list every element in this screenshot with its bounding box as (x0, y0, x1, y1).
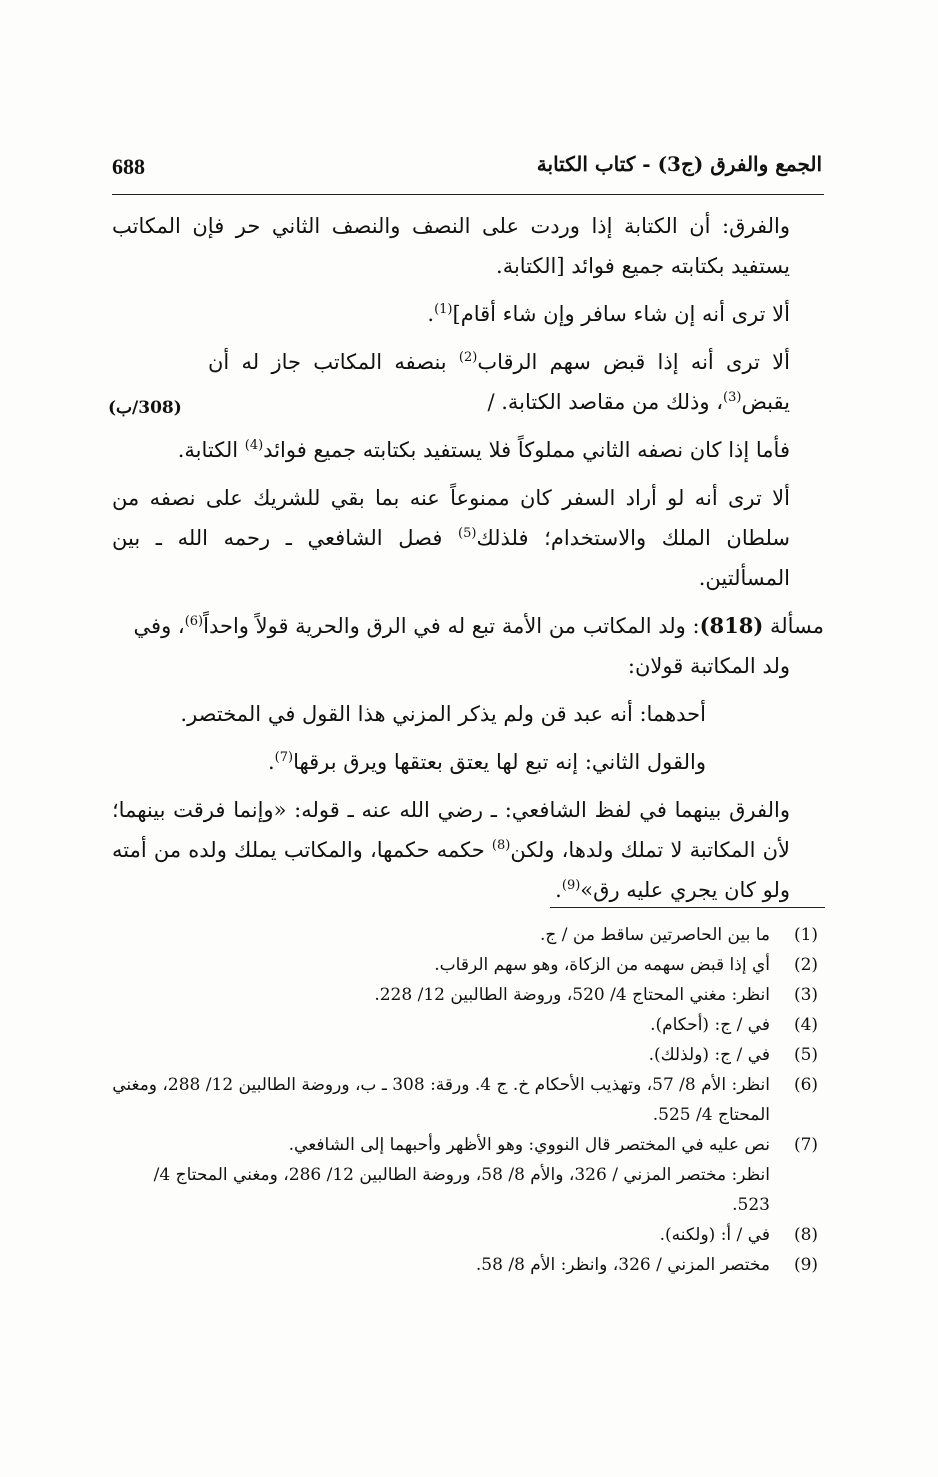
paragraph: والقول الثاني: إنه تبع لها يعتق بعتقها ويرق برقها$^{(7)}$. (267, 750, 706, 774)
folio-marker: (308/ب) (108, 398, 182, 418)
paragraph: والفرق: أن الكتابة إذا وردت على النصف والنصف الثاني حر فإن المكاتب يستفيد بكتابته جميع فوائد [الكتابة. (112, 214, 790, 278)
paragraph: ألا ترى أنه لو أراد السفر كان ممنوعاً عنه بما بقي للشريك على نصفه من سلطان الملك والاستخدام؛ فلذلك$^{(5)}$ فصل الشافعي ـ رحمه الله ـ بين المسألتين. (112, 486, 791, 590)
footnote: (5) في / ج: (ولذلك). (112, 1040, 824, 1070)
header-rule (112, 194, 824, 195)
footnote-rule (550, 907, 825, 908)
footnote-number: (4) (793, 1015, 819, 1035)
paragraph: أحدهما: أنه عبد قن ولم يذكر المزني هذا القول في المختصر. (180, 702, 706, 726)
paragraph: ولد المكاتبة قولان: (627, 654, 790, 678)
paragraph: ألا ترى أنه إن شاء سافر وإن شاء أقام]$^{(1)}$. (427, 302, 790, 326)
footnote: (2) أي إذا قبض سهمه من الزكاة، وهو سهم الرقاب. (112, 950, 824, 980)
footnotes (112, 920, 824, 1280)
footnote-ref: (5) (458, 526, 477, 541)
footnote-number: (9) (793, 1255, 819, 1275)
page-header (112, 150, 822, 186)
issue-number: (818) (699, 613, 764, 638)
footnote: (1) ما بين الحاصرتين ساقط من / ج. (112, 920, 824, 950)
issue-paragraph: مسألة (818): ولد المكاتب من الأمة تبع له في الرق والحرية قولاً واحداً$^{(6)}$، وفي (133, 613, 824, 638)
footnote-continuation: انظر: مختصر المزني / 326، والأم 8/ 58، وروضة الطالبين 12/ 286، ومغني المحتاج 4/ 523. (153, 1165, 770, 1215)
footnote-ref: (3) (723, 390, 742, 405)
footnote: (4) في / ج: (أحكام). (112, 1010, 824, 1040)
issue-label: مسألة (763, 614, 824, 638)
footnote-ref: (4) (244, 438, 264, 453)
footnote-ref: (6) (184, 614, 204, 629)
footnote-ref: (1) (434, 302, 453, 317)
footnote-ref: (2) (458, 350, 478, 365)
footnote-number: (8) (793, 1225, 819, 1245)
paragraph: فأما إذا كان نصفه الثاني مملوكاً فلا يستفيد بكتابته جميع فوائد$^{(4)}$ الكتابة. (177, 438, 790, 462)
footnote-number: (6) (793, 1075, 819, 1095)
running-title: الجمع والفرق (ج3) - كتاب الكتابة (536, 152, 822, 176)
footnote: (9) مختصر المزني / 326، وانظر: الأم 8/ 58. (112, 1250, 824, 1280)
footnote-number: (5) (793, 1045, 819, 1065)
paragraph: والفرق بينهما في لفظ الشافعي: ـ رضي الله عنه ـ قوله: «وإنما فرقت بينهما؛ لأن المكاتبة لا تملك ولدها، ولكن$^{(8)}$ حكمه حكمها، والمكاتب يملك ولده من أمته ولو كان يجري عليه رق»$^{(9)}$. (112, 798, 790, 902)
main-text (112, 206, 824, 918)
footnote-ref: (8) (491, 838, 511, 853)
footnote: (6) انظر: الأم 8/ 57، وتهذيب الأحكام خ. ج 4. ورقة: 308 ـ ب، وروضة الطالبين 12/ 288، ومغني المحتاج 4/ 525. (112, 1070, 824, 1130)
footnote: (7) نص عليه في المختصر قال النووي: وهو الأظهر وأحبهما إلى الشافعي. انظر: مختصر المزني / 326، والأم 8/ 58، وروضة الطالبين 12/ 286، ومغني المحتاج 4/ 523. (112, 1130, 824, 1220)
paragraph: ألا ترى أنه إذا قبض سهم الرقاب$^{(2)}$ بنصفه المكاتب جاز له أن يقبض$^{(3)}$، وذلك من مقاصد الكتابة. / (208, 350, 790, 414)
footnote-ref: (9) (561, 878, 581, 893)
footnote-ref: (7) (274, 750, 294, 765)
footnote-number: (7) (793, 1135, 819, 1155)
page-number: 688 (112, 154, 145, 179)
footnote-number: (1) (793, 925, 819, 945)
footnote-number: (3) (793, 985, 819, 1005)
footnote: (8) في / أ: (ولكنه). (112, 1220, 824, 1250)
footnote: (3) انظر: مغني المحتاج 4/ 520، وروضة الطالبين 12/ 228. (112, 980, 824, 1010)
footnote-number: (2) (793, 955, 819, 975)
